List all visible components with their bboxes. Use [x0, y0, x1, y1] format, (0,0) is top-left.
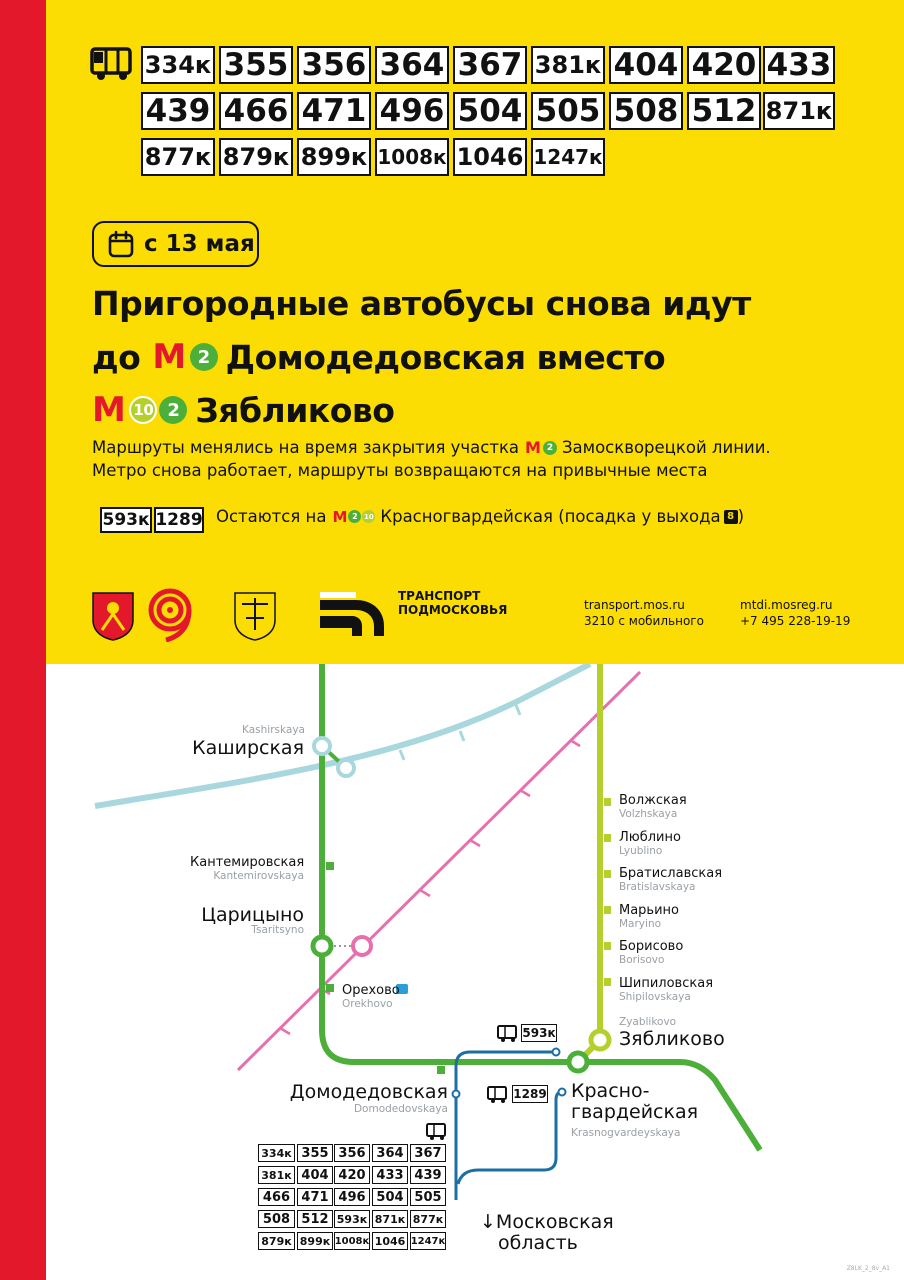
headline-line-3 — [92, 390, 394, 430]
line-2-badge: 2 — [159, 396, 187, 424]
station-shipilovskaya-ru: Шипиловская — [619, 975, 714, 991]
line-2-badge: 2 — [348, 510, 361, 523]
red-side-stripe — [0, 0, 46, 1280]
headline-station-zyablikovo: Зябликово — [195, 390, 395, 430]
route-badge: 364 — [375, 46, 449, 84]
station-zyablikovo-ru: Зябликово — [619, 1028, 725, 1050]
contact-mosreg-url[interactable]: mtdi.mosreg.ru — [740, 598, 833, 612]
station-kantemirovskaya-en: Kantemirovskaya — [213, 870, 304, 882]
station-zyablikovo-en: Zyablikovo — [619, 1016, 677, 1028]
station-lyublino-en: Lyublino — [619, 844, 663, 857]
direction-line-1: Московская — [495, 1211, 614, 1233]
route-badge: 471 — [297, 92, 371, 130]
route-badge: 356 — [297, 46, 371, 84]
station-maryino-en: Maryino — [619, 917, 662, 930]
moscow-coat-of-arms-icon — [90, 590, 136, 642]
domodedovskaya-route-cell: 1046 — [372, 1232, 408, 1250]
calendar-icon — [108, 230, 134, 258]
route-badge: 899к — [297, 138, 371, 176]
station-kashirskaya-en: Kashirskaya — [242, 724, 305, 736]
domodedovskaya-route-cell: 364 — [372, 1144, 408, 1162]
line-10-badge: 10 — [362, 510, 375, 523]
domodedovskaya-route-cell: 466 — [258, 1188, 295, 1206]
station-shipilovskaya — [619, 976, 713, 1003]
contact-mosreg-phone: +7 495 228-19-19 — [740, 614, 851, 628]
brand-name — [398, 589, 507, 617]
station-maryino — [619, 903, 679, 930]
domodedovskaya-route-cell: 593к — [334, 1210, 370, 1228]
route-badge: 504 — [453, 92, 527, 130]
route-badge: 512 — [687, 92, 761, 130]
metro-map — [46, 664, 904, 1280]
station-kashirskaya — [231, 724, 305, 736]
station-bratislavskaya-ru: Братиславская — [619, 866, 723, 881]
domodedovskaya-route-cell: 433 — [372, 1166, 408, 1184]
station-borisovo-ru: Борисово — [619, 939, 684, 954]
contact-mosreg — [740, 597, 850, 629]
brand-line-1: ТРАНСПОРТ — [398, 589, 481, 603]
station-domodedovskaya — [270, 1081, 448, 1115]
route-badge: 420 — [687, 46, 761, 84]
line-2-badge: 2 — [543, 441, 557, 455]
metro-logo-icon: М — [92, 390, 126, 430]
station-orekhovo-ru: Орехово — [342, 983, 400, 998]
bus-icon — [498, 1026, 516, 1042]
route-badge: 355 — [219, 46, 293, 84]
arrow-down-icon: ↓ — [480, 1211, 496, 1233]
station-zyablikovo — [619, 1016, 725, 1050]
bus-icon — [427, 1124, 445, 1140]
route-593k-badge: 593к — [100, 507, 152, 533]
station-borisovo-en: Borisovo — [619, 954, 665, 966]
line-10-badge: 10 — [129, 396, 157, 424]
contact-mos-phone: 3210 с мобильного — [584, 614, 704, 628]
subtext-line-2 — [92, 461, 707, 480]
station-orekhovo-en: Orekhovo — [342, 998, 393, 1010]
remain-text-before: Остаются на — [216, 507, 327, 526]
domodedovskaya-route-cell: 899к — [297, 1232, 333, 1250]
route-badge: 505 — [531, 92, 605, 130]
route-badge: 871к — [763, 92, 835, 130]
bus-route-1289 — [458, 1092, 562, 1184]
bus-icon — [488, 1087, 506, 1103]
route-badge: 877к — [141, 138, 215, 176]
domodedovskaya-route-cell: 420 — [334, 1166, 370, 1184]
station-borisovo — [619, 939, 683, 966]
remain-text-after: ) — [737, 507, 745, 526]
moscow-oblast-coat-of-arms-icon — [232, 590, 278, 642]
exit-number-badge: 8 — [724, 510, 738, 524]
contact-mos — [584, 597, 704, 629]
station-kashirskaya-ru: Каширская — [192, 737, 304, 759]
station-volzhskaya — [619, 793, 687, 820]
route-1289-badge: 1289 — [154, 507, 204, 533]
direction-line-2: область — [498, 1232, 578, 1254]
station-krasnogvardeyskaya — [571, 1081, 698, 1144]
station-bratislavskaya-en: Bratislavskaya — [619, 881, 696, 893]
station-tsaritsyno-en: Tsaritsyno — [251, 924, 304, 936]
headline-prefix: до — [92, 337, 141, 377]
station-orekhovo — [342, 983, 400, 1010]
station-bratislavskaya — [619, 866, 722, 893]
station-lyublino — [619, 830, 681, 857]
headline-text-1: Пригородные автобусы снова идут — [92, 284, 751, 323]
station-volzhskaya-ru: Волжская — [619, 793, 687, 808]
domodedovskaya-route-cell: 877к — [410, 1210, 446, 1228]
route-badge: 508 — [609, 92, 683, 130]
transport-nine-logo-icon — [146, 588, 194, 642]
domodedovskaya-route-cell: 879к — [258, 1232, 295, 1250]
headline-line-1 — [92, 284, 751, 323]
transport-podmoskovya-logo-icon — [318, 590, 388, 638]
route-badge: 1008к — [375, 138, 449, 176]
domodedovskaya-route-cell: 439 — [410, 1166, 446, 1184]
station-krasnogvardeyskaya-ru2: гвардейская — [571, 1101, 699, 1123]
domodedovskaya-route-cell: 505 — [410, 1188, 446, 1206]
station-shipilovskaya-en: Shipilovskaya — [619, 990, 691, 1003]
domodedovskaya-route-cell: 404 — [297, 1166, 333, 1184]
station-tsaritsyno-ru: Царицыно — [201, 904, 304, 926]
station-kantemirovskaya-ru: Кантемировская — [190, 855, 305, 870]
domodedovskaya-route-cell: 381к — [258, 1166, 295, 1184]
station-maryino-ru: Марьино — [619, 902, 679, 918]
domodedovskaya-route-cell: 367 — [410, 1144, 446, 1162]
station-krasnogvardeyskaya-ru1: Красно- — [571, 1080, 650, 1102]
subtext-part-3: Метро снова работает, маршруты возвращаются на привычные места — [92, 461, 708, 480]
station-kantemirovskaya — [190, 855, 304, 882]
map-line-teal — [95, 664, 590, 806]
poster-code: Z8LK_2_8v_A1 — [846, 1265, 890, 1272]
station-domodedovskaya-en: Domodedovskaya — [353, 1103, 448, 1115]
bus-route-593k — [456, 1052, 556, 1200]
subtext-line-1 — [92, 438, 771, 457]
station-domodedovskaya-ru: Домодедовская — [289, 1081, 448, 1103]
station-kashirskaya-label — [190, 737, 304, 759]
route-badge: 466 — [219, 92, 293, 130]
domodedovskaya-route-cell: 504 — [372, 1188, 408, 1206]
headline-station-domodedovskaya: Домодедовская вместо — [225, 337, 666, 377]
date-label: с 13 мая — [144, 231, 255, 257]
station-lyublino-ru: Люблино — [619, 829, 681, 845]
route-badge: 404 — [609, 46, 683, 84]
domodedovskaya-route-cell: 512 — [297, 1210, 333, 1228]
station-volzhskaya-en: Volzhskaya — [619, 808, 678, 820]
domodedovskaya-route-cell: 871к — [372, 1210, 408, 1228]
map-route-1289: 1289 — [513, 1087, 547, 1101]
line-2-badge: 2 — [190, 343, 218, 371]
route-badge: 1247к — [531, 138, 605, 176]
date-pill — [92, 221, 259, 267]
direction-moscow-oblast — [480, 1212, 614, 1254]
domodedovskaya-route-cell: 496 — [334, 1188, 370, 1206]
station-krasnogvardeyskaya-en: Krasnogvardeyskaya — [571, 1127, 681, 1139]
domodedovskaya-route-cell: 356 — [334, 1144, 370, 1162]
domodedovskaya-route-cell: 508 — [258, 1210, 295, 1228]
bus-icon — [90, 46, 134, 82]
remain-station: Красногвардейская (посадка у выхода — [380, 507, 721, 526]
brand-line-2: ПОДМОСКОВЬЯ — [398, 603, 508, 617]
metro-logo-icon: М — [525, 438, 541, 457]
domodedovskaya-route-cell: 355 — [297, 1144, 333, 1162]
route-badge: 334к — [141, 46, 215, 84]
route-badge: 433 — [763, 46, 835, 84]
subtext-part-1: Маршруты менялись на время закрытия участка — [92, 438, 520, 457]
route-badge: 1046 — [453, 138, 527, 176]
metro-logo-icon: М — [332, 507, 348, 526]
subtext-part-2: Замоскворецкой линии. — [561, 438, 771, 457]
map-line-2 — [322, 664, 760, 1150]
metro-logo-icon: М — [152, 337, 186, 377]
route-badge: 381к — [531, 46, 605, 84]
domodedovskaya-route-cell: 471 — [297, 1188, 333, 1206]
map-route-593k: 593к — [522, 1026, 556, 1040]
station-tsaritsyno — [190, 904, 304, 936]
contact-mos-url[interactable]: transport.mos.ru — [584, 598, 685, 612]
route-badge: 879к — [219, 138, 293, 176]
route-badge: 439 — [141, 92, 215, 130]
domodedovskaya-route-cell: 1008к — [334, 1232, 370, 1250]
remain-note — [216, 507, 744, 526]
domodedovskaya-route-cell: 1247к — [410, 1232, 446, 1250]
route-badge: 496 — [375, 92, 449, 130]
domodedovskaya-route-cell: 334к — [258, 1144, 295, 1162]
route-badge: 367 — [453, 46, 527, 84]
headline-line-2 — [92, 337, 665, 377]
